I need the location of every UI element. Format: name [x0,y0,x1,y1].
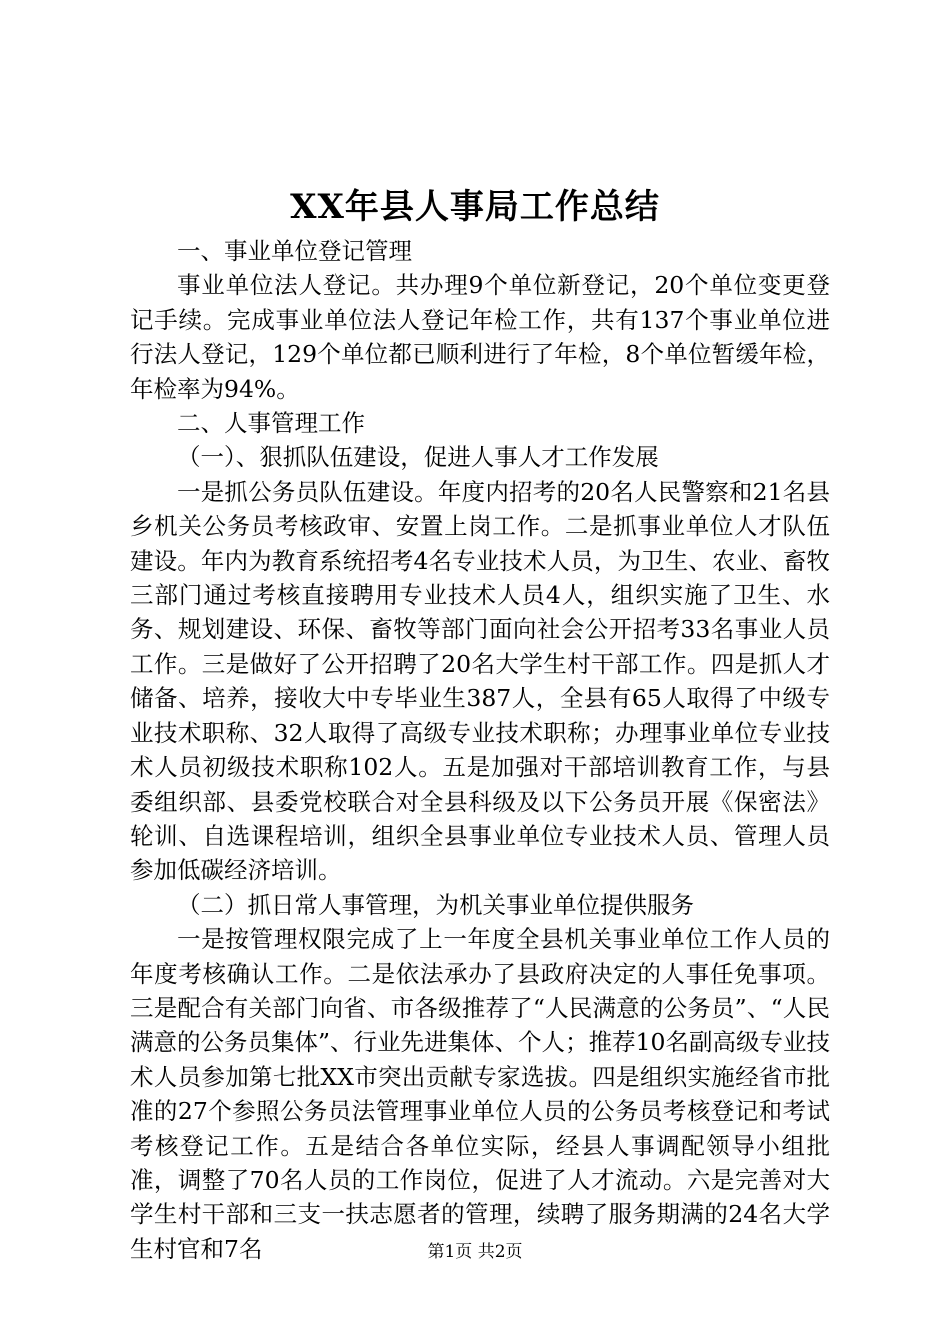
paragraph-team-building: 一是抓公务员队伍建设。年度内招考的20名人民警察和21名县乡机关公务员考核政审、安置上岗工作。二是抓事业单位人才队伍建设。年内为教育系统招考4名专业技术人员，为卫生、农业、畜牧三部门通过考核直接聘用专业技术人员4人，组织实施了卫生、水务、规划建设、环保、畜牧等部门面向社会公开招考33名事业人员工作。三是做好了公开招聘了20名大学生村干部工作。四是抓人才储备、培养，接收大中专毕业生387人，全县有65人取得了中级专业技术职称、32人取得了高级专业技术职称；办理事业单位专业技术人员初级技术职称102人。五是加强对干部培训教育工作，与县委组织部、县委党校联合对全县科级及以下公务员开展《保密法》轮训、自选课程培训，组织全县事业单位专业技术人员、管理人员参加低碳经济培训。 [130,477,830,885]
page-footer: 第1页 共2页 [427,1242,523,1262]
document-body [130,234,830,1266]
paragraph-daily-management: 一是按管理权限完成了上一年度全县机关事业单位工作人员的年度考核确认工作。二是依法承办了县政府决定的人事任免事项。三是配合有关部门向省、市各级推荐了“人民满意的公务员”、“人民满意的公务员集体”、行业先进集体、个人；推荐10名副高级专业技术人员参加第七批XX市突出贡献专家选拔。四是组织实施经省市批准的27个参照公务员法管理事业单位人员的公务员考核登记和考试考核登记工作。五是结合各单位实际，经县人事调配领导小组批准，调整了70名人员的工作岗位，促进了人才流动。六是完善对大学生村干部和三支一扶志愿者的管理，续聘了服务期满的24名大学生村官和7名 [130,925,830,1263]
subsection-heading-1: （一）、狠抓队伍建设，促进人事人才工作发展 [177,443,659,472]
section-heading-1: 一、事业单位登记管理 [177,237,412,265]
document-title: XX年县人事局工作总结 [290,187,660,227]
section-heading-2: 二、人事管理工作 [177,409,365,438]
paragraph-registration: 事业单位法人登记。共办理9个单位新登记，20个单位变更登记手续。完成事业单位法人登记年检工作，共有137个事业单位进行法人登记，129个单位都已顺利进行了年检，8个单位暂缓年检，年检率为94%。 [130,271,830,403]
subsection-heading-2: （二）抓日常人事管理，为机关事业单位提供服务 [177,890,694,919]
